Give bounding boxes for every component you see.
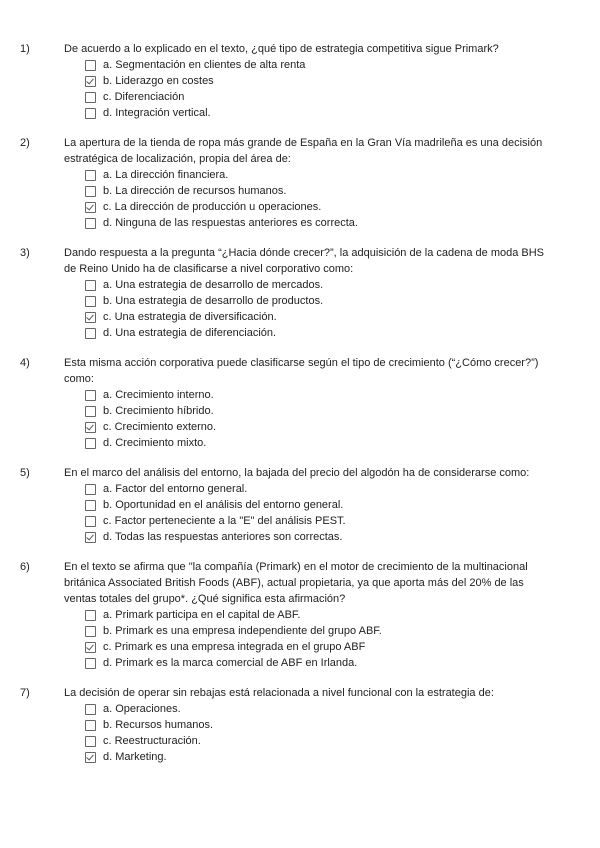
question-number: 6) xyxy=(20,561,30,573)
checkbox-icon[interactable] xyxy=(85,610,96,621)
question-block xyxy=(0,465,600,545)
checkbox-icon[interactable] xyxy=(85,108,96,119)
answer-option[interactable] xyxy=(85,167,600,183)
checkbox-icon[interactable] xyxy=(85,406,96,417)
checked-checkbox-icon[interactable] xyxy=(85,532,96,543)
checkbox-icon[interactable] xyxy=(85,280,96,291)
option-label: a. Segmentación en clientes de alta renta xyxy=(103,59,306,71)
answer-option[interactable] xyxy=(85,89,600,105)
option-label: c. Diferenciación xyxy=(103,91,185,103)
answer-option[interactable] xyxy=(85,387,600,403)
answer-option[interactable] xyxy=(85,215,600,231)
option-label: c. Reestructuración. xyxy=(103,735,201,747)
answer-option[interactable] xyxy=(85,199,600,215)
answer-option[interactable] xyxy=(85,183,600,199)
answer-option[interactable] xyxy=(85,639,600,655)
answer-option[interactable] xyxy=(85,293,600,309)
answer-option[interactable] xyxy=(85,481,600,497)
checkbox-icon[interactable] xyxy=(85,500,96,511)
checkbox-icon[interactable] xyxy=(85,484,96,495)
option-label: d. Ninguna de las respuestas anteriores es correcta. xyxy=(103,217,358,229)
answer-option[interactable] xyxy=(85,733,600,749)
option-label: a. Operaciones. xyxy=(103,703,181,715)
option-label: b. Recursos humanos. xyxy=(103,719,214,731)
question-block xyxy=(0,245,600,341)
option-label: b. La dirección de recursos humanos. xyxy=(103,185,287,197)
question-text: La decisión de operar sin rebajas está relacionada a nivel funcional con la estrategia de: xyxy=(64,687,494,699)
question-block xyxy=(0,41,600,121)
checkbox-icon[interactable] xyxy=(85,328,96,339)
checkbox-icon[interactable] xyxy=(85,186,96,197)
option-label: b. Oportunidad en el análisis del entorno general. xyxy=(103,499,344,511)
option-label: a. Crecimiento interno. xyxy=(103,389,214,401)
checkbox-icon[interactable] xyxy=(85,218,96,229)
option-label: d. Todas las respuestas anteriores son correctas. xyxy=(103,531,343,543)
answer-option[interactable] xyxy=(85,717,600,733)
checkbox-icon[interactable] xyxy=(85,720,96,731)
answer-option[interactable] xyxy=(85,607,600,623)
answer-option[interactable] xyxy=(85,57,600,73)
option-label: d. Integración vertical. xyxy=(103,107,211,119)
option-label: c. Crecimiento externo. xyxy=(103,421,217,433)
question-text: De acuerdo a lo explicado en el texto, ¿qué tipo de estrategia competitiva sigue Primark? xyxy=(64,43,499,55)
checkbox-icon[interactable] xyxy=(85,92,96,103)
answer-option[interactable] xyxy=(85,655,600,671)
checkbox-icon[interactable] xyxy=(85,658,96,669)
question-text: En el texto se afirma que "la compañía (Primark) en el motor de crecimiento de la multinacional británica Associated British Foods (ABF), actual propietaria, ya que aporta más del 20% de las ventas totales del grupo*. ¿Qué significa esta afirmación? xyxy=(64,561,528,605)
question-block xyxy=(0,685,600,765)
checkbox-icon[interactable] xyxy=(85,704,96,715)
checkbox-icon[interactable] xyxy=(85,170,96,181)
answer-option[interactable] xyxy=(85,309,600,325)
option-label: b. Crecimiento híbrido. xyxy=(103,405,214,417)
answer-option[interactable] xyxy=(85,105,600,121)
answer-option[interactable] xyxy=(85,419,600,435)
checked-checkbox-icon[interactable] xyxy=(85,752,96,763)
answer-option[interactable] xyxy=(85,749,600,765)
question-block xyxy=(0,135,600,231)
checkbox-icon[interactable] xyxy=(85,438,96,449)
answer-option[interactable] xyxy=(85,73,600,89)
question-block xyxy=(0,355,600,451)
question-number: 7) xyxy=(20,687,30,699)
answer-option[interactable] xyxy=(85,325,600,341)
option-label: c. Primark es una empresa integrada en el grupo ABF xyxy=(103,641,366,653)
option-label: b. Liderazgo en costes xyxy=(103,75,214,87)
checkbox-icon[interactable] xyxy=(85,516,96,527)
answer-option[interactable] xyxy=(85,403,600,419)
checkbox-icon[interactable] xyxy=(85,296,96,307)
answer-option[interactable] xyxy=(85,701,600,717)
answer-option[interactable] xyxy=(85,623,600,639)
option-label: b. Primark es una empresa independiente del grupo ABF. xyxy=(103,625,382,637)
answer-option[interactable] xyxy=(85,513,600,529)
checked-checkbox-icon[interactable] xyxy=(85,642,96,653)
checkbox-icon[interactable] xyxy=(85,626,96,637)
option-label: a. Una estrategia de desarrollo de mercados. xyxy=(103,279,324,291)
question-text: La apertura de la tienda de ropa más grande de España en la Gran Vía madrileña es una decisión estratégica de localización, propia del área de: xyxy=(64,137,543,165)
question-number: 1) xyxy=(20,43,30,55)
option-label: a. Primark participa en el capital de ABF. xyxy=(103,609,301,621)
question-text: Esta misma acción corporativa puede clasificarse según el tipo de crecimiento (“¿Cómo crecer?”) como: xyxy=(64,357,539,385)
question-block xyxy=(0,559,600,671)
option-label: c. La dirección de producción u operaciones. xyxy=(103,201,322,213)
answer-option[interactable] xyxy=(85,497,600,513)
option-label: c. Factor perteneciente a la "E" del análisis PEST. xyxy=(103,515,346,527)
checkbox-icon[interactable] xyxy=(85,736,96,747)
option-label: c. Una estrategia de diversificación. xyxy=(103,311,277,323)
option-label: d. Una estrategia de diferenciación. xyxy=(103,327,277,339)
checked-checkbox-icon[interactable] xyxy=(85,312,96,323)
answer-option[interactable] xyxy=(85,277,600,293)
question-text: Dando respuesta a la pregunta “¿Hacia dónde crecer?”, la adquisición de la cadena de moda BHS de Reino Unido ha de clasificarse a nivel corporativo como: xyxy=(64,247,545,275)
checkbox-icon[interactable] xyxy=(85,60,96,71)
question-number: 3) xyxy=(20,247,30,259)
checked-checkbox-icon[interactable] xyxy=(85,202,96,213)
answer-option[interactable] xyxy=(85,529,600,545)
checked-checkbox-icon[interactable] xyxy=(85,422,96,433)
answer-option[interactable] xyxy=(85,435,600,451)
checkbox-icon[interactable] xyxy=(85,390,96,401)
question-number: 4) xyxy=(20,357,30,369)
question-text: En el marco del análisis del entorno, la bajada del precio del algodón ha de considerarse como: xyxy=(64,467,530,479)
option-label: d. Marketing. xyxy=(103,751,167,763)
option-label: d. Primark es la marca comercial de ABF en Irlanda. xyxy=(103,657,358,669)
option-label: d. Crecimiento mixto. xyxy=(103,437,207,449)
checked-checkbox-icon[interactable] xyxy=(85,76,96,87)
option-label: a. La dirección financiera. xyxy=(103,169,229,181)
option-label: b. Una estrategia de desarrollo de productos. xyxy=(103,295,324,307)
option-label: a. Factor del entorno general. xyxy=(103,483,248,495)
question-number: 2) xyxy=(20,137,30,149)
question-number: 5) xyxy=(20,467,30,479)
